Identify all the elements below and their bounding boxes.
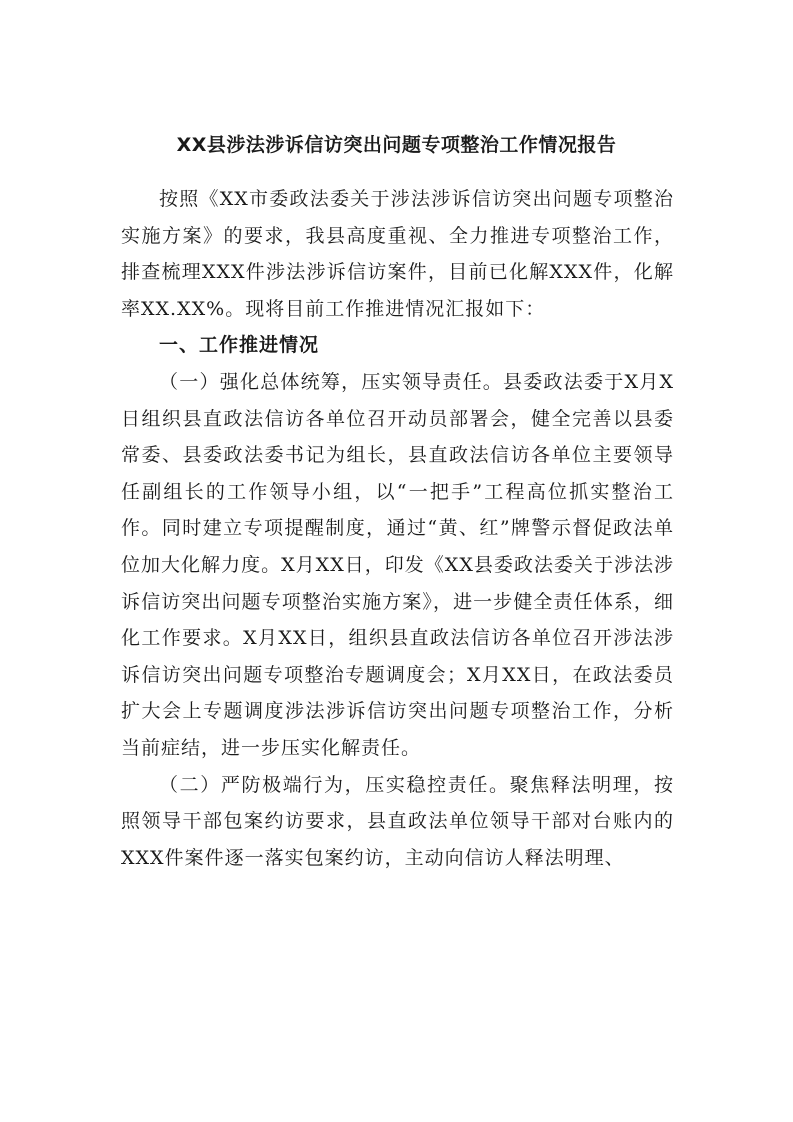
document-body — [121, 181, 674, 876]
paragraph-item-1: （一）强化总体统筹，压实领导责任。县委政法委于X月X日组织县直政法信访各单位召开动员部署会，健全完善以县委常委、县委政法委书记为组长，县直政法信访各单位主要领导任副组长的工作领导小组，以“一把手”工程高位抓实整治工作。同时建立专项提醒制度，通过“黄、红”牌警示督促政法单位加大化解力度。X月XX日，印发《XX县委政法委关于涉法涉诉信访突出问题专项整治实施方案》，进一步健全责任体系，细化工作要求。X月XX日，组织县直政法信访各单位召开涉法涉诉信访突出问题专项整治专题调度会；X月XX日，在政法委员扩大会上专题调度涉法涉诉信访突出问题专项整治工作，分析当前症结，进一步压实化解责任。 — [121, 370, 674, 759]
document-title: XX县涉法涉诉信访突出问题专项整治工作情况报告 — [176, 134, 617, 156]
intro-paragraph: 按照《XX市委政法委关于涉法涉诉信访突出问题专项整治实施方案》的要求，我县高度重视、全力推进专项整治工作，排查梳理XXX件涉法涉诉信访案件，目前已化解XXX件，化解率XX.XX%。现将目前工作推进情况汇报如下： — [121, 188, 674, 320]
section-heading: 一、工作推进情况 — [159, 334, 320, 357]
paragraph-item-2: （二）严防极端行为，压实稳控责任。聚焦释法明理，按照领导干部包案约访要求，县直政法单位领导干部对台账内的XXX件案件逐一落实包案约访，主动向信访人释法明理、 — [121, 773, 674, 869]
